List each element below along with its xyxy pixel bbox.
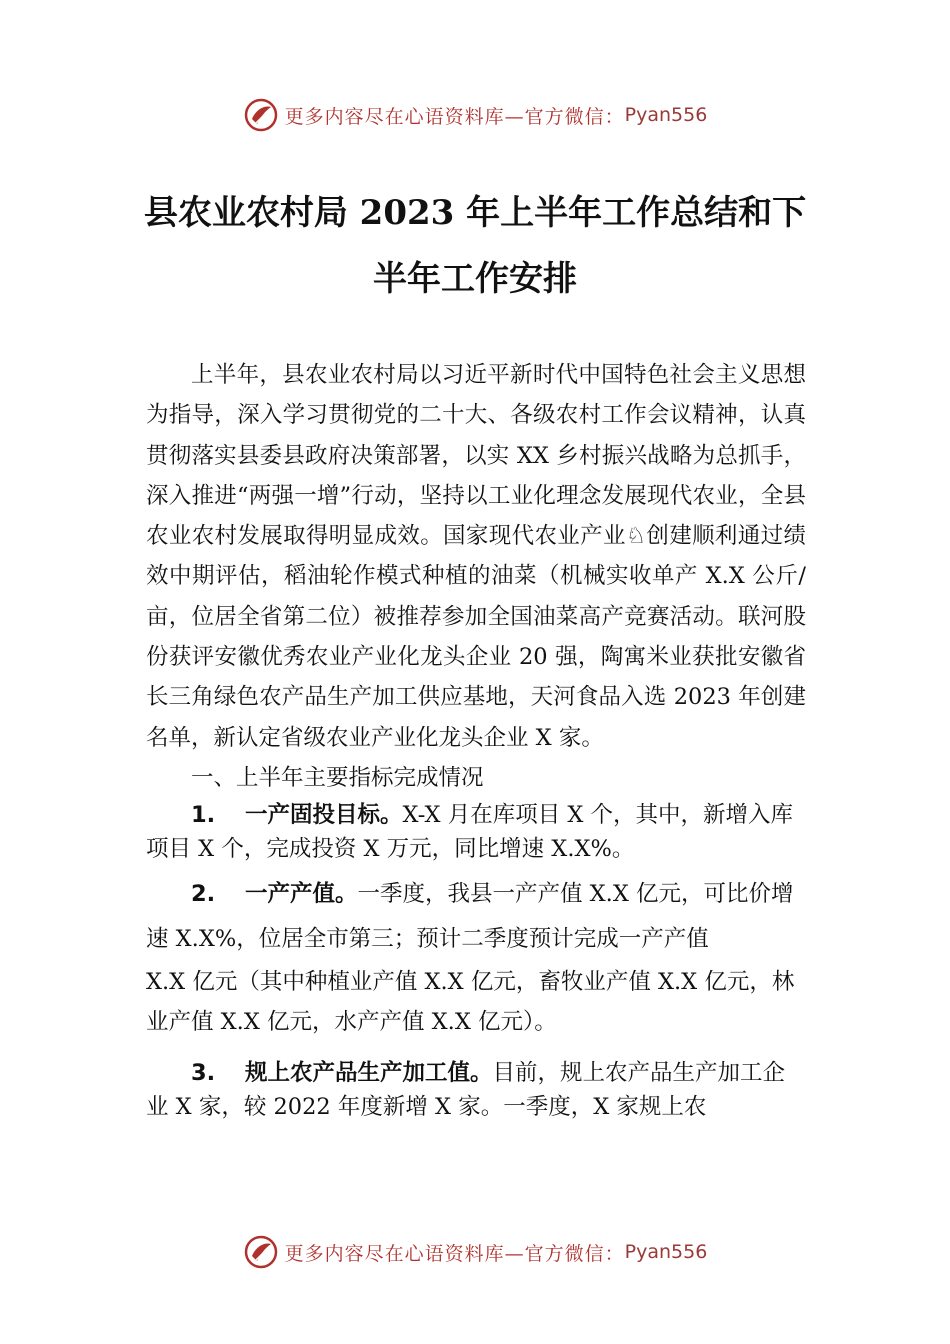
item-label: 规上农产品生产加工值。	[245, 1059, 493, 1086]
item-number: 3.	[191, 1059, 216, 1086]
watermark-banner-bottom	[0, 1232, 950, 1272]
watermark-text: 更多内容尽在心语资料库—官方微信：	[284, 1242, 625, 1265]
intro-paragraph: 上半年，县农业农村局以习近平新时代中国特色社会主义思想为指导，深入学习贯彻党的二十大、各级农村工作会议精神，认真贯彻落实县委县政府决策部署，以实 XX 乡村振兴战略为总抓手，深入推进“两强一增”行动，坚持以工业化理念发展现代农业，全县农业农村发展取得明显成效。国家现代农业产业♘创建顺利通过绩效中期评估，稻油轮作模式种植的油菜（机械实收单产 X.X 公斤/亩，位居全省第二位）被推荐参加全国油菜高产竞赛活动。联河股份获评安徽优秀农业产业化龙头企业 20 强，陶寓米业获批安徽省长三角绿色农产品生产加工供应基地，天河食品入选 2023 年创建名单，新认定省级农业产业化龙头企业 X 家。	[146, 362, 806, 751]
item-number: 1.	[191, 801, 216, 828]
watermark-text: 更多内容尽在心语资料库—官方微信：	[284, 105, 625, 128]
watermark-wechat-id: Pyan556	[624, 104, 708, 126]
indicator-item-3	[146, 1056, 806, 1124]
title-line-2: 半年工作安排	[373, 259, 577, 299]
document-body	[146, 355, 806, 1124]
indicator-item-1	[146, 798, 806, 866]
item-label: 一产固投目标。	[245, 801, 403, 828]
document-title	[100, 180, 850, 312]
section-heading-1: 一、上半年主要指标完成情况	[191, 764, 484, 791]
watermark-banner-top	[0, 95, 950, 135]
brush-logo-icon	[243, 97, 279, 133]
watermark-wechat-id: Pyan556	[624, 1241, 708, 1263]
item-label: 一产产值。	[245, 880, 358, 907]
item-number: 2.	[191, 880, 216, 907]
item-text: X-X 月在库项目 X 个，其中，新增入库项目 X 个，完成投资 X 万元，同比增速 X.X%。	[146, 801, 794, 862]
brush-logo-icon	[243, 1234, 279, 1270]
indicator-item-2-continuation: X.X 亿元（其中种植业产值 X.X 亿元，畜牧业产值 X.X 亿元，林业产值 X.X 亿元，水产产值 X.X 亿元）。	[146, 968, 795, 1035]
item-text: 一季度，我县一产产值 X.X 亿元，可比价增速 X.X%，位居全市第三；预计二季度预计完成一产产值	[146, 880, 794, 952]
item-text: 目前，规上农产品生产加工企业 X 家，较 2022 年度新增 X 家。一季度，X 家规上农	[146, 1059, 786, 1120]
title-line-1: 县农业农村局 2023 年上半年工作总结和下	[143, 193, 807, 233]
indicator-item-2	[146, 872, 806, 962]
